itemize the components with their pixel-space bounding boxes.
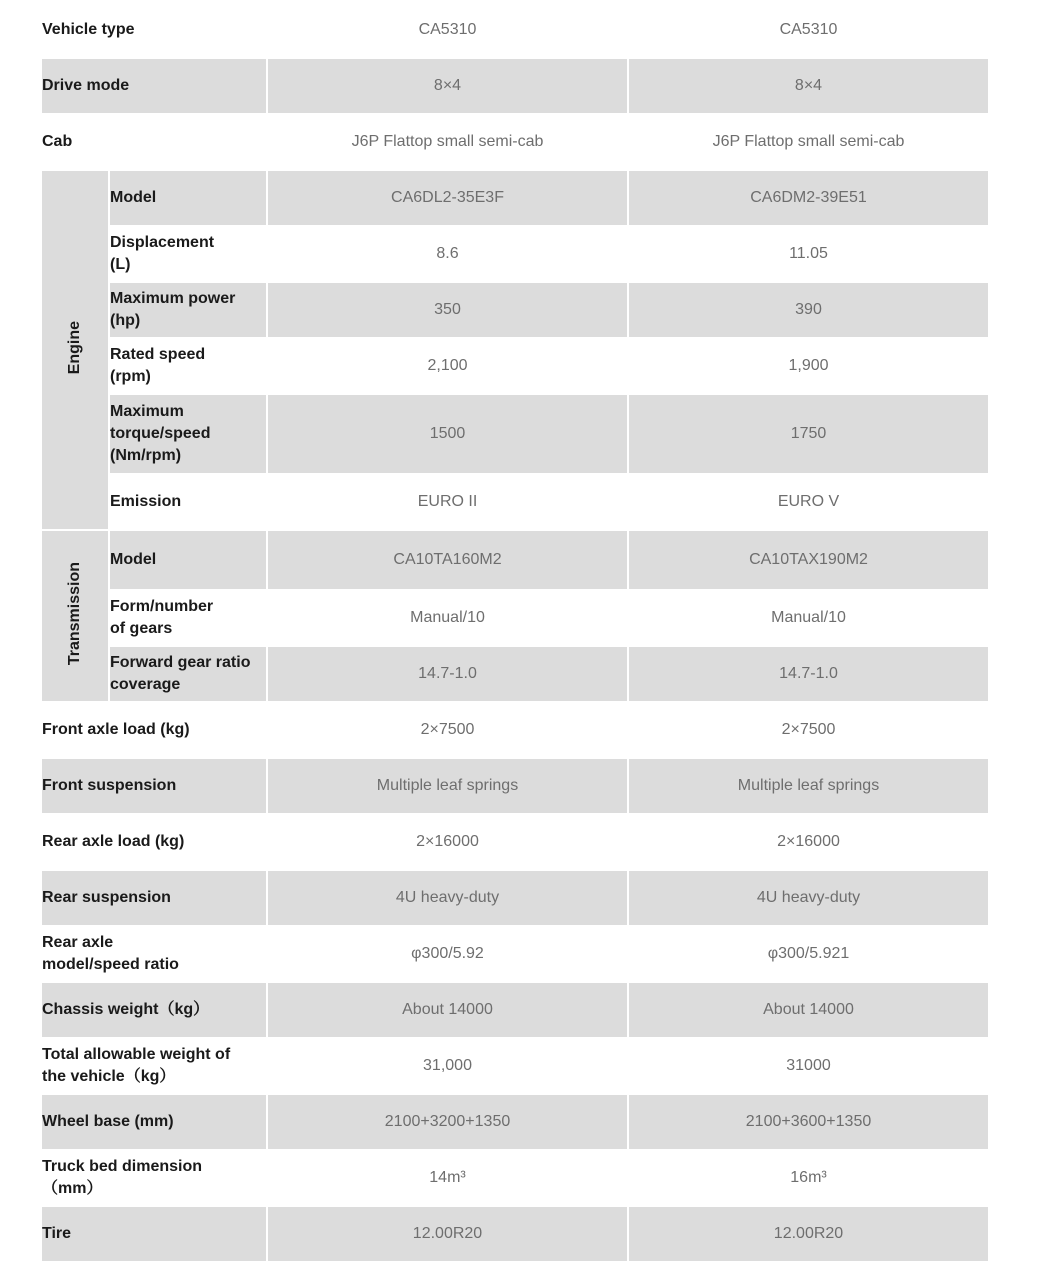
engine-torque-label: Maximum torque/speed (Nm/rpm) <box>109 394 267 474</box>
transmission-ratio-col2: 14.7-1.0 <box>628 646 989 702</box>
row-vehicle-type <box>41 1 989 58</box>
wheel-base-label: Wheel base (mm) <box>41 1094 267 1150</box>
row-transmission-model <box>41 530 989 590</box>
front-suspension-col1: Multiple leaf springs <box>267 758 628 814</box>
engine-model-col2: CA6DM2-39E51 <box>628 170 989 226</box>
row-engine-rated-speed <box>41 338 989 394</box>
engine-displacement-col1: 8.6 <box>267 226 628 282</box>
transmission-group-cell <box>41 530 109 702</box>
front-axle-load-label: Front axle load (kg) <box>41 702 267 758</box>
row-truck-bed <box>41 1150 989 1206</box>
engine-model-col1: CA6DL2-35E3F <box>267 170 628 226</box>
total-weight-label: Total allowable weight of the vehicle（kg） <box>41 1038 267 1094</box>
vehicle-type-col2: CA5310 <box>628 1 989 58</box>
total-weight-col2: 31000 <box>628 1038 989 1094</box>
transmission-gears-col1: Manual/10 <box>267 590 628 646</box>
truck-bed-col2: 16m³ <box>628 1150 989 1206</box>
rear-axle-model-label: Rear axle model/speed ratio <box>41 926 267 982</box>
engine-power-col2: 390 <box>628 282 989 338</box>
tire-label: Tire <box>41 1206 267 1262</box>
engine-rated-speed-col2: 1,900 <box>628 338 989 394</box>
engine-emission-label: Emission <box>109 474 267 530</box>
truck-bed-col1: 14m³ <box>267 1150 628 1206</box>
row-transmission-gears <box>41 590 989 646</box>
transmission-model-label: Model <box>109 530 267 590</box>
rear-axle-model-col2: φ300/5.921 <box>628 926 989 982</box>
row-wheel-base <box>41 1094 989 1150</box>
engine-emission-col1: EURO II <box>267 474 628 530</box>
cab-col1: J6P Flattop small semi-cab <box>267 114 628 170</box>
rear-suspension-label: Rear suspension <box>41 870 267 926</box>
chassis-weight-col1: About 14000 <box>267 982 628 1038</box>
engine-displacement-label: Displacement (L) <box>109 226 267 282</box>
vehicle-type-label: Vehicle type <box>41 1 267 58</box>
row-engine-torque <box>41 394 989 474</box>
engine-torque-col2: 1750 <box>628 394 989 474</box>
row-chassis-weight <box>41 982 989 1038</box>
row-engine-emission <box>41 474 989 530</box>
rear-axle-load-col1: 2×16000 <box>267 814 628 870</box>
front-suspension-col2: Multiple leaf springs <box>628 758 989 814</box>
rear-axle-load-label: Rear axle load (kg) <box>41 814 267 870</box>
drive-mode-col1: 8×4 <box>267 58 628 114</box>
tire-col2: 12.00R20 <box>628 1206 989 1262</box>
engine-displacement-col2: 11.05 <box>628 226 989 282</box>
row-front-suspension <box>41 758 989 814</box>
transmission-ratio-label: Forward gear ratio coverage <box>109 646 267 702</box>
row-tire <box>41 1206 989 1262</box>
engine-rated-speed-label: Rated speed (rpm) <box>109 338 267 394</box>
total-weight-col1: 31,000 <box>267 1038 628 1094</box>
transmission-gears-col2: Manual/10 <box>628 590 989 646</box>
row-engine-displacement <box>41 226 989 282</box>
row-rear-axle-model <box>41 926 989 982</box>
vehicle-type-col1: CA5310 <box>267 1 628 58</box>
row-rear-suspension <box>41 870 989 926</box>
vehicle-spec-table <box>40 0 990 1263</box>
chassis-weight-col2: About 14000 <box>628 982 989 1038</box>
wheel-base-col2: 2100+3600+1350 <box>628 1094 989 1150</box>
engine-rated-speed-col1: 2,100 <box>267 338 628 394</box>
transmission-ratio-col1: 14.7-1.0 <box>267 646 628 702</box>
rear-suspension-col1: 4U heavy-duty <box>267 870 628 926</box>
row-engine-model <box>41 170 989 226</box>
transmission-model-col2: CA10TAX190M2 <box>628 530 989 590</box>
chassis-weight-label: Chassis weight（kg） <box>41 982 267 1038</box>
front-suspension-label: Front suspension <box>41 758 267 814</box>
front-axle-load-col1: 2×7500 <box>267 702 628 758</box>
wheel-base-col1: 2100+3200+1350 <box>267 1094 628 1150</box>
drive-mode-col2: 8×4 <box>628 58 989 114</box>
cab-label: Cab <box>41 114 267 170</box>
cab-col2: J6P Flattop small semi-cab <box>628 114 989 170</box>
front-axle-load-col2: 2×7500 <box>628 702 989 758</box>
row-total-weight <box>41 1038 989 1094</box>
rear-axle-load-col2: 2×16000 <box>628 814 989 870</box>
row-drive-mode <box>41 58 989 114</box>
transmission-group-label: Transmission <box>66 561 83 666</box>
engine-group-cell <box>41 170 109 530</box>
engine-power-label: Maximum power (hp) <box>109 282 267 338</box>
engine-emission-col2: EURO V <box>628 474 989 530</box>
transmission-model-col1: CA10TA160M2 <box>267 530 628 590</box>
truck-bed-label: Truck bed dimension （mm） <box>41 1150 267 1206</box>
engine-power-col1: 350 <box>267 282 628 338</box>
row-engine-power <box>41 282 989 338</box>
row-rear-axle-load <box>41 814 989 870</box>
row-front-axle-load <box>41 702 989 758</box>
drive-mode-label: Drive mode <box>41 58 267 114</box>
row-transmission-ratio <box>41 646 989 702</box>
transmission-gears-label: Form/number of gears <box>109 590 267 646</box>
tire-col1: 12.00R20 <box>267 1206 628 1262</box>
engine-model-label: Model <box>109 170 267 226</box>
engine-group-label: Engine <box>66 320 83 375</box>
row-cab <box>41 114 989 170</box>
rear-axle-model-col1: φ300/5.92 <box>267 926 628 982</box>
engine-torque-col1: 1500 <box>267 394 628 474</box>
rear-suspension-col2: 4U heavy-duty <box>628 870 989 926</box>
